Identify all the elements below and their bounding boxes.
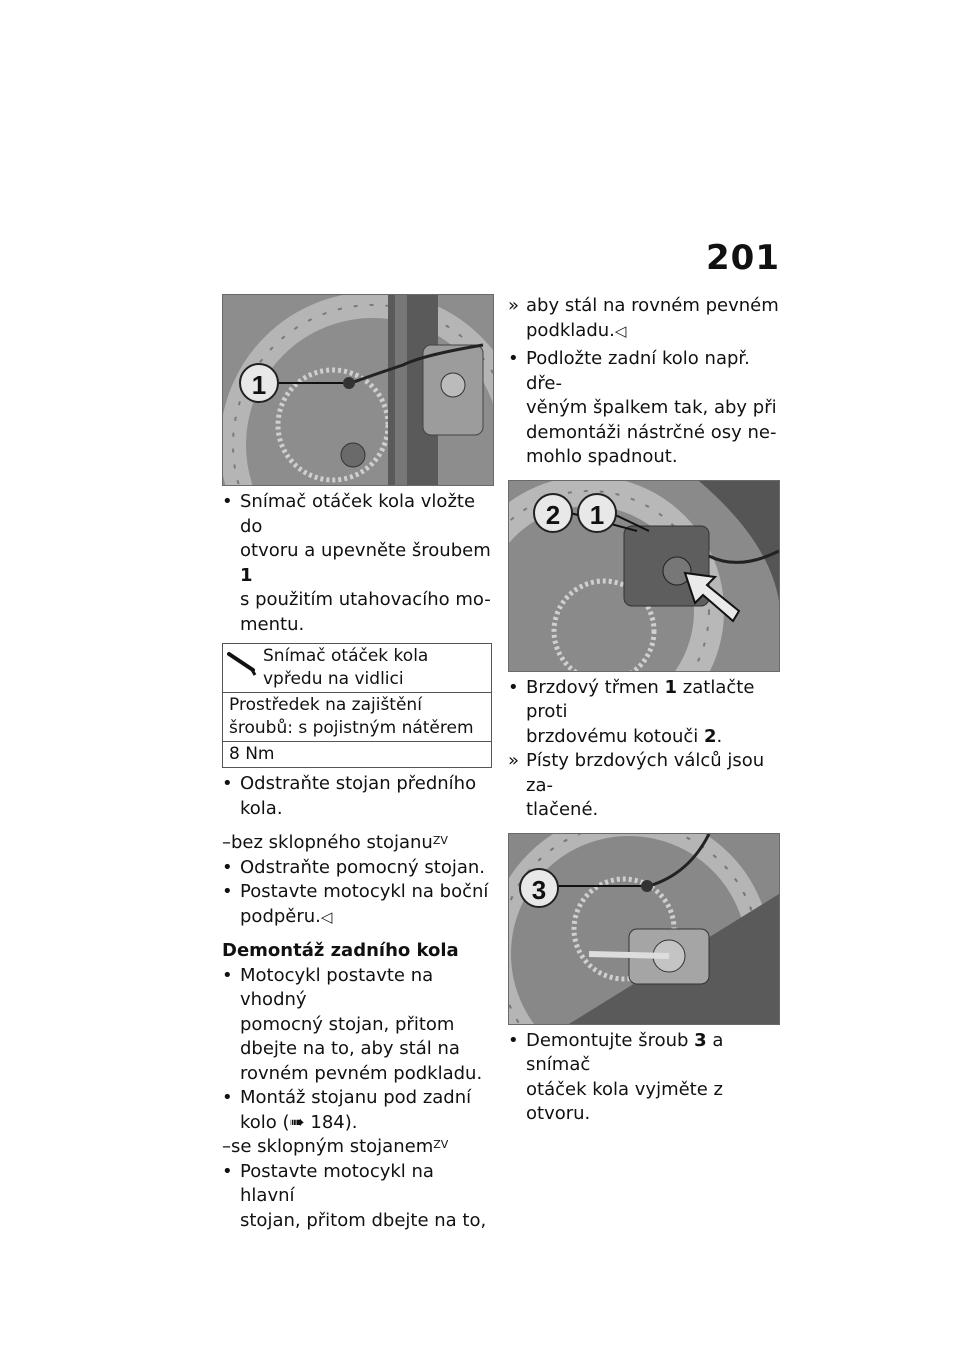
text-line: Motocykl postavte na vhodný bbox=[240, 964, 434, 1010]
text-line: pomocný stojan, přitom bbox=[240, 1013, 455, 1035]
text-line: Postavte motocykl na boční bbox=[240, 881, 489, 902]
figure-brake-caliper bbox=[508, 480, 780, 672]
text-line: podkladu. bbox=[526, 319, 615, 341]
end-mark-icon: ◁ bbox=[320, 907, 333, 926]
condition-line bbox=[222, 831, 492, 856]
text-line: Postavte motocykl na hlavní bbox=[240, 1160, 434, 1206]
text-line: mentu. bbox=[240, 613, 305, 635]
figure-rear-wheel-sensor bbox=[508, 833, 780, 1025]
list-item bbox=[222, 490, 492, 637]
ref-number: 2 bbox=[704, 725, 717, 747]
list-item bbox=[222, 1160, 492, 1234]
left-column bbox=[222, 294, 492, 1233]
ref-number: 1 bbox=[240, 564, 253, 586]
superscript: ZV bbox=[432, 834, 448, 847]
text-line: –bez sklopného stojanu bbox=[222, 832, 433, 853]
text-line: Podložte zadní kolo např. dře- bbox=[526, 348, 750, 394]
text-line: aby stál na rovném pevném bbox=[526, 295, 779, 316]
list-item bbox=[508, 1029, 780, 1127]
torque-table bbox=[222, 643, 492, 768]
text-line: brzdovému kotouči bbox=[526, 725, 704, 747]
text-line: . bbox=[716, 725, 723, 747]
page-ref-arrow-icon: ➠ bbox=[289, 1111, 305, 1133]
list-item bbox=[222, 772, 492, 821]
text-line: Odstraňte stojan předního bbox=[240, 773, 477, 794]
list-item bbox=[222, 856, 492, 881]
list-item bbox=[222, 880, 492, 929]
text-line: vpředu na vidlici bbox=[263, 669, 404, 689]
text-line: a snímač bbox=[526, 1029, 724, 1075]
text-line: Brzdový třmen bbox=[526, 676, 665, 698]
text-line: s použitím utahovacího mo- bbox=[240, 589, 491, 610]
text-line: šroubů: s pojistným nátěrem bbox=[229, 718, 474, 738]
result-item bbox=[508, 749, 780, 823]
list-item bbox=[222, 964, 492, 1087]
text-line: –se sklopným stojanem bbox=[222, 1136, 434, 1157]
text-line: Montáž stojanu pod zadní bbox=[240, 1087, 472, 1108]
ref-number: 3 bbox=[694, 1029, 707, 1051]
text-line: stojan, přitom dbejte na to, bbox=[240, 1209, 487, 1231]
callout-1: 1 bbox=[239, 363, 279, 403]
text-line: kolo ( bbox=[240, 1111, 290, 1133]
page-ref[interactable]: 184). bbox=[304, 1111, 358, 1133]
list-item bbox=[508, 676, 780, 750]
text-line: Odstraňte pomocný stojan. bbox=[240, 856, 485, 878]
figure-front-wheel-sensor bbox=[222, 294, 494, 486]
section-heading: Demontáž zadního kola bbox=[222, 940, 459, 961]
torque-value: 8 Nm bbox=[223, 741, 491, 767]
condition-line bbox=[222, 1135, 492, 1160]
continued-text bbox=[508, 294, 780, 343]
superscript: ZV bbox=[433, 1138, 449, 1151]
text-line: podpěru. bbox=[240, 905, 321, 927]
torque-agent bbox=[223, 692, 491, 741]
text-line: rovném pevném podkladu. bbox=[240, 1062, 483, 1084]
text-line: Písty brzdových válců jsou za- bbox=[526, 750, 765, 796]
ref-number: 1 bbox=[664, 676, 678, 698]
list-item bbox=[508, 347, 780, 470]
text-line: dbejte na to, aby stál na bbox=[240, 1038, 460, 1059]
text-line: demontáži nástrčné osy ne- bbox=[526, 421, 777, 443]
rear-wheel-illustration bbox=[509, 834, 779, 1024]
page-number: 201 bbox=[706, 238, 780, 278]
text-line: Snímač otáček kola vložte do bbox=[240, 491, 476, 537]
list-item bbox=[222, 1086, 492, 1135]
text-line: tlačené. bbox=[526, 799, 599, 820]
callout-1: 1 bbox=[577, 493, 617, 533]
text-line: Prostředek na zajištění bbox=[229, 695, 422, 715]
text-line: Demontujte šroub bbox=[526, 1029, 695, 1051]
callout-3: 3 bbox=[519, 868, 559, 908]
text-line: kola. bbox=[240, 797, 283, 819]
text-line: zatlačte proti bbox=[526, 676, 755, 722]
end-mark-icon: ◁ bbox=[614, 321, 627, 340]
callout-2: 2 bbox=[533, 493, 573, 533]
right-column bbox=[508, 294, 780, 1127]
text-line: věným špalkem tak, aby při bbox=[526, 397, 777, 418]
torque-title bbox=[223, 644, 491, 692]
text-line: otvoru a upevněte šroubem bbox=[240, 540, 491, 561]
torque-wrench-icon bbox=[227, 648, 259, 676]
text-line: mohlo spadnout. bbox=[526, 446, 678, 467]
text-line: otáček kola vyjměte z otvoru. bbox=[526, 1078, 723, 1124]
text-line: Snímač otáček kola bbox=[263, 646, 429, 666]
